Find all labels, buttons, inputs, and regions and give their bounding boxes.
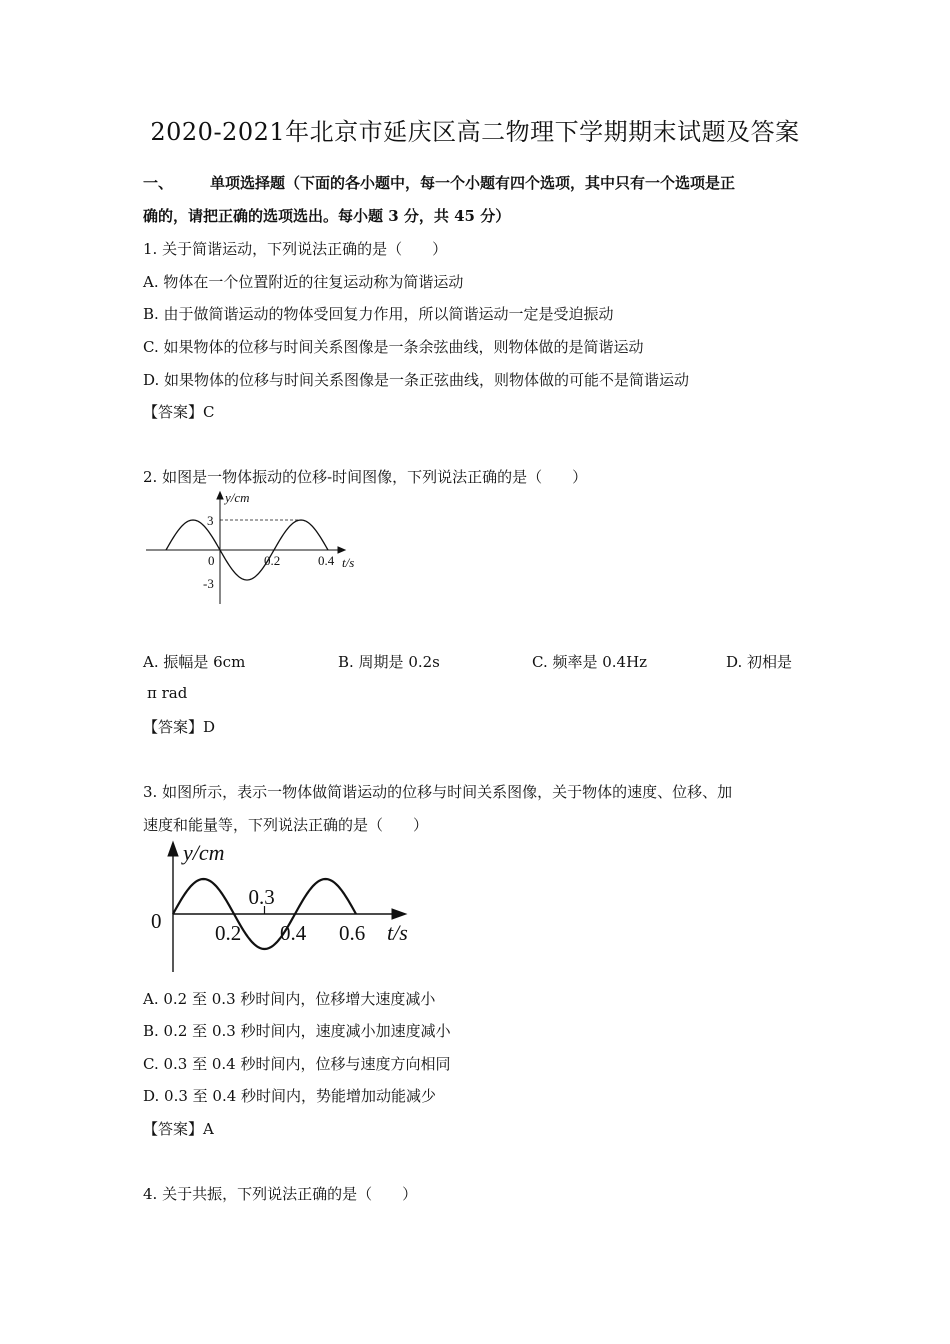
q1-option-b: B. 由于做简谐运动的物体受回复力作用，所以简谐运动一定是受迫振动 [143,305,614,323]
q3-x-tick-0-4: 0.4 [280,921,307,945]
q2-option-a: A. 振幅是 6cm [143,653,246,671]
q1-option-a: A. 物体在一个位置附近的往复运动称为简谐运动 [143,273,464,291]
q2-x-arrow [338,547,345,553]
q1-option-c: C. 如果物体的位移与时间关系图像是一条余弦曲线，则物体做的是简谐运动 [143,338,644,356]
q3-option-d: D. 0.3 至 0.4 秒时间内，势能增加动能减少 [143,1087,437,1105]
q3-x-tick-0-2: 0.2 [215,921,242,945]
document-title: 2020-2021年北京市延庆区高二物理下学期期末试题及答案 [150,118,800,146]
q3-x-arrow [392,909,406,919]
q3-option-a: A. 0.2 至 0.3 秒时间内，位移增大速度减小 [143,990,436,1008]
q2-option-d: D. 初相是 [726,653,793,671]
q1-option-d: D. 如果物体的位移与时间关系图像是一条正弦曲线，则物体做的可能不是简谐运动 [143,371,690,389]
q2-x-tick-0-4: 0.4 [318,553,335,568]
q3-stem-line2: 速度和能量等，下列说法正确的是（ ） [143,816,429,834]
q3-chart [140,838,430,978]
q2-answer: 【答案】D [143,718,216,736]
q1-answer: 【答案】C [143,403,215,421]
q3-y-label: y/cm [183,840,225,865]
q2-chart [140,488,380,608]
q3-x-tick-0: 0 [151,909,162,933]
q3-option-c: C. 0.3 至 0.4 秒时间内，位移与速度方向相同 [143,1055,451,1073]
q2-option-c: C. 频率是 0.4Hz [532,653,648,671]
section-heading-line2: 确的，请把正确的选项选出。每小题 3 分，共 45 分） [143,207,511,225]
q3-x-label: t/s [387,920,408,945]
section-heading-line1: 单项选择题（下面的各小题中，每一个小题有四个选项，其中只有一个选项是正 [210,174,736,192]
q2-y-tick-3: 3 [207,513,214,528]
q3-stem-line1: 3. 如图所示，表示一物体做简谐运动的位移与时间关系图像，关于物体的速度、位移、加 [143,783,733,801]
q2-y-label: y/cm [225,490,250,505]
q4-stem: 4. 关于共振，下列说法正确的是（ ） [143,1185,418,1203]
q2-option-d-cont: π rad [147,684,188,702]
section-number: 一、 [143,174,174,192]
q3-x-tick-0-3: 0.3 [248,885,275,909]
q3-x-tick-0-6: 0.6 [339,921,366,945]
q3-answer: 【答案】A [143,1120,214,1138]
q2-option-b: B. 周期是 0.2s [338,653,440,671]
q2-x-tick-0-2: 0.2 [264,553,281,568]
q2-y-tick-neg3: -3 [203,576,214,591]
q1-stem: 1. 关于简谐运动，下列说法正确的是（ ） [143,240,448,258]
q3-option-b: B. 0.2 至 0.3 秒时间内，速度减小加速度减小 [143,1022,451,1040]
q2-stem: 2. 如图是一物体振动的位移-时间图像，下列说法正确的是（ ） [143,468,588,486]
q2-x-label: t/s [342,555,355,570]
q2-y-arrow [217,492,223,499]
q3-y-arrow [168,842,178,856]
q2-x-tick-0: 0 [208,553,215,568]
